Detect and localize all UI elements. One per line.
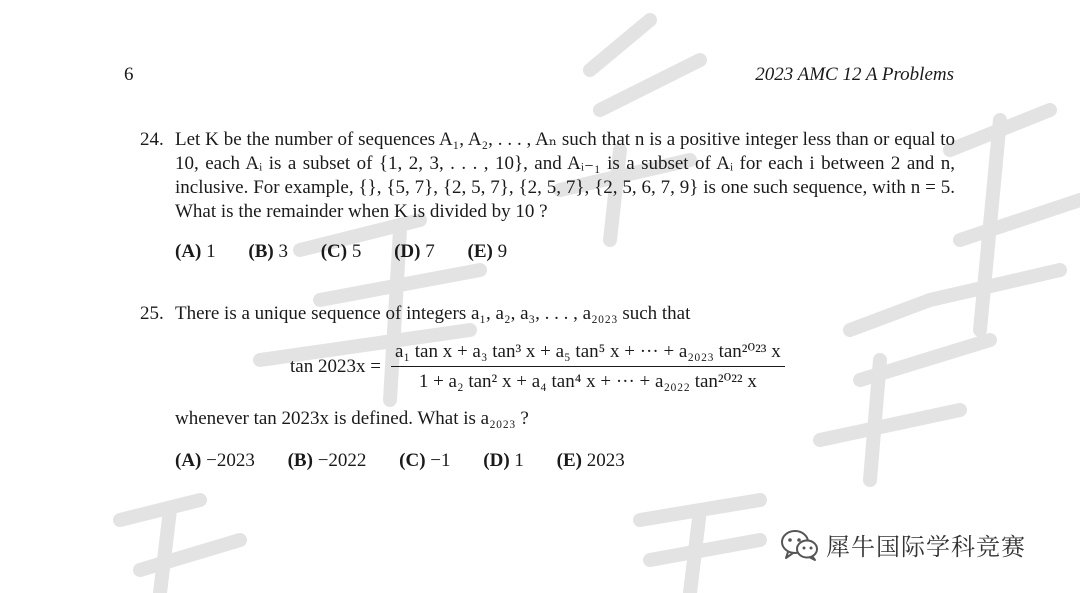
choice-b — [288, 450, 367, 472]
choice-c — [321, 241, 362, 263]
choice-label: (A) — [175, 450, 202, 471]
answer-choices-24 — [175, 241, 535, 263]
choice-value: 2023 — [586, 450, 625, 471]
choice-label: (D) — [483, 450, 510, 471]
fraction-denominator: 1 + a₂ tan² x + a₄ tan⁴ x + ··· + a₂₀₂₂ tan²⁰²² x — [418, 371, 757, 392]
choice-value: −2022 — [317, 450, 367, 471]
brand-text: 犀牛国际学科竞赛 — [826, 533, 1026, 561]
problem-text: There is a unique sequence of integers a₁, a₂, a₃, . . . , a₂₀₂₃ such that — [175, 303, 691, 324]
choice-value: 3 — [278, 241, 288, 262]
equation-lhs: tan 2023x = — [290, 355, 381, 377]
choice-value: 7 — [425, 241, 435, 262]
choice-value: 1 — [206, 241, 216, 262]
problem-number: 25. — [140, 303, 164, 324]
wechat-icon — [780, 528, 820, 562]
choice-e — [557, 450, 625, 472]
choice-d — [483, 450, 524, 472]
brand-watermark — [780, 527, 1026, 562]
choice-c — [399, 450, 450, 472]
choice-label: (B) — [248, 241, 274, 262]
choice-label: (C) — [320, 241, 348, 262]
choice-a — [175, 241, 216, 263]
choice-value: 5 — [351, 241, 362, 262]
choice-b — [248, 241, 288, 263]
problem-25 — [140, 302, 955, 326]
choice-label: (C) — [399, 450, 426, 471]
problem-number: 24. — [140, 129, 164, 150]
choice-label: (A) — [175, 241, 202, 262]
choice-value: −1 — [430, 450, 451, 471]
page-number: 6 — [124, 64, 134, 85]
display-equation — [290, 340, 785, 393]
fraction-numerator: a₁ tan x + a₃ tan³ x + a₅ tan⁵ x + ··· + a₂₀₂₃ tan²⁰²³ x — [391, 340, 785, 367]
choice-value: −2023 — [206, 450, 255, 471]
problem-question: whenever tan 2023x is defined. What is a₂₀₂₃ ? — [175, 408, 529, 429]
choice-label: (E) — [467, 241, 493, 262]
choice-label: (B) — [287, 450, 313, 471]
document-title: 2023 AMC 12 A Problems — [755, 64, 954, 85]
choice-d — [394, 241, 435, 263]
choice-label: (E) — [556, 450, 582, 471]
choice-e — [468, 241, 508, 263]
choice-a — [175, 450, 255, 472]
answer-choices-25 — [175, 450, 653, 472]
equation-fraction — [391, 340, 785, 393]
choice-value: 9 — [497, 241, 508, 262]
problem-24 — [140, 128, 955, 224]
problem-text: Let K be the number of sequences A₁, A₂, . . . , Aₙ such that n is a positive integer less than or equal to 10, each Aᵢ is a subset of {1, 2, 3, . . . , 10}, and Aᵢ₋₁ is a subset of Aᵢ for each i between 2 and n, inclusive. For example, {}, {5, 7}, {2, 5, 7}, {2, 5, 7}, {2, 5, 6, 7, 9} is one such sequence, with n = 5. What is the remainder when K is divided by 10 ? — [175, 129, 955, 222]
choice-label: (D) — [394, 241, 421, 262]
choice-value: 1 — [514, 450, 524, 471]
